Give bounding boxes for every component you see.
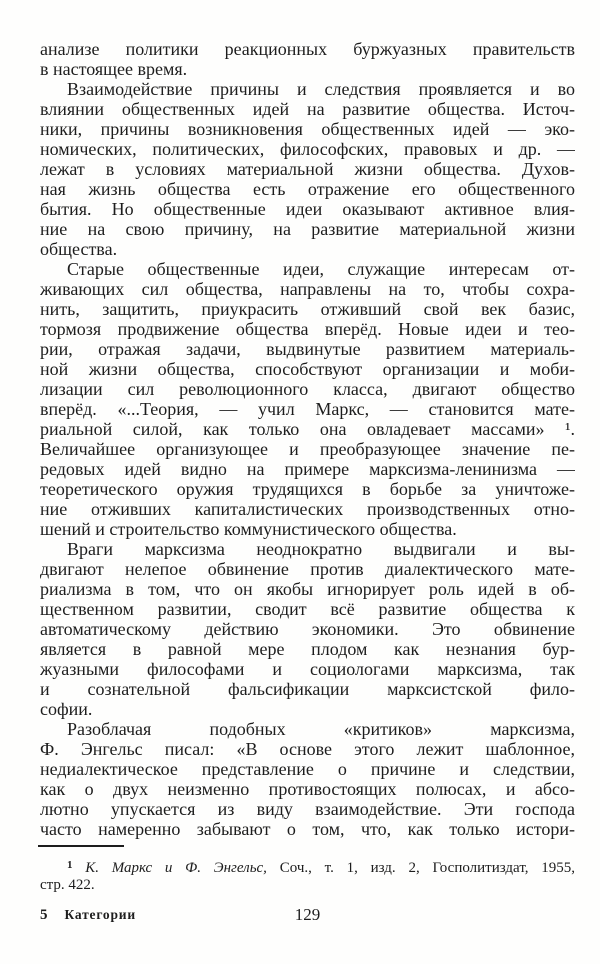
running-title: Категории: [64, 907, 136, 922]
body-text-line: ние отживших капиталистических производственных отно-: [40, 499, 575, 519]
body-text-line: Разоблачая подобных «критиков» марксизма,: [67, 719, 575, 739]
footnote-authors: К. Маркс и Ф. Энгельс,: [85, 860, 267, 875]
footnote-separator: [38, 845, 124, 847]
body-text: [40, 39, 575, 839]
body-text-line: ние на свою причину, на развитие материальной жизни: [40, 219, 575, 239]
body-text-line: нить, защитить, приукрасить отживший свой век базис,: [40, 299, 575, 319]
body-text-line: влиянии общественных идей на развитие общества. Источ-: [40, 99, 575, 119]
body-text-line: редовых идей видно на примере марксизма-ленинизма —: [40, 459, 575, 479]
body-text-line: риализма в том, что он якобы игнорирует роль идей в об-: [40, 579, 575, 599]
body-text-line: ники, причины возникновения общественных идей — эко-: [40, 119, 575, 139]
body-text-line: Величайшее организующее и преобразующее значение пе-: [40, 439, 575, 459]
body-text-line: как о двух неизменно противостоящих полюсах, и абсо-: [40, 779, 575, 799]
body-text-line: в настоящее время.: [40, 59, 188, 79]
footnote-marker: 1: [67, 859, 73, 871]
body-text-line: Ф. Энгельс писал: «В основе этого лежит шаблонное,: [40, 739, 575, 759]
body-text-line: живающих сил общества, направлены на то, чтобы сохра-: [40, 279, 575, 299]
body-text-line: тормозя продвижение общества вперёд. Новые идеи и тео-: [40, 319, 575, 339]
body-text-line: риальной силой, как только она овладевает массами» ¹.: [40, 419, 575, 439]
body-text-line: лизации сил революционного класса, двигают общество: [40, 379, 575, 399]
footnote-source: Соч., т. 1, изд. 2, Госполитиздат, 1955,: [279, 860, 575, 875]
body-text-line: софии.: [40, 699, 93, 719]
body-text-line: шений и строительство коммунистического общества.: [40, 519, 457, 539]
body-text-line: является в равной мере плодом как незнания бур-: [40, 639, 575, 659]
body-text-line: ной жизни общества, способствуют организации и моби-: [40, 359, 575, 379]
body-text-line: общества.: [40, 239, 118, 259]
body-text-line: Старые общественные идеи, служащие интересам от-: [67, 259, 575, 279]
body-text-line: и сознательной фальсификации марксистской фило-: [40, 679, 575, 699]
body-text-line: лютно упускается из виду взаимодействие. Эти господа: [40, 799, 575, 819]
body-text-line: щественном развитии, сводит всё развитие общества к: [40, 599, 575, 619]
body-text-line: Взаимодействие причины и следствия проявляется и во: [67, 79, 575, 99]
body-text-line: лежат в условиях материальной жизни общества. Духов-: [40, 159, 575, 179]
footnote: [40, 855, 575, 895]
footnote-line-1: [40, 855, 575, 875]
body-text-line: часто намеренно забывают о том, что, как только истори-: [40, 819, 575, 839]
body-text-line: вперёд. «...Теория, — учил Маркс, — становится мате-: [40, 399, 575, 419]
page-number: 129: [294, 905, 321, 924]
body-text-line: теоретического оружия трудящихся в борьбе за уничтоже-: [40, 479, 575, 499]
body-text-line: двигают нелепое обвинение против диалектического мате-: [40, 559, 575, 579]
body-text-line: анализе политики реакционных буржуазных правительств: [40, 39, 575, 59]
page-footer: [40, 904, 575, 926]
body-text-line: рии, отражая задачи, выдвинутые развитием материаль-: [40, 339, 575, 359]
body-text-line: недиалектическое представление о причине и следствии,: [40, 759, 575, 779]
signature-mark: 5: [40, 907, 48, 923]
body-text-line: Враги марксизма неоднократно выдвигали и вы-: [67, 539, 575, 559]
body-text-line: автоматическому действию экономики. Это обвинение: [40, 619, 575, 639]
body-text-line: ная жизнь общества есть отражение его общественного: [40, 179, 575, 199]
body-text-line: номических, политических, философских, правовых и др. —: [40, 139, 575, 159]
body-text-line: жуазными философами и социологами марксизма, так: [40, 659, 575, 679]
footnote-line-2: стр. 422.: [40, 877, 95, 893]
body-text-line: бытия. Но общественные идеи оказывают активное влия-: [40, 199, 575, 219]
